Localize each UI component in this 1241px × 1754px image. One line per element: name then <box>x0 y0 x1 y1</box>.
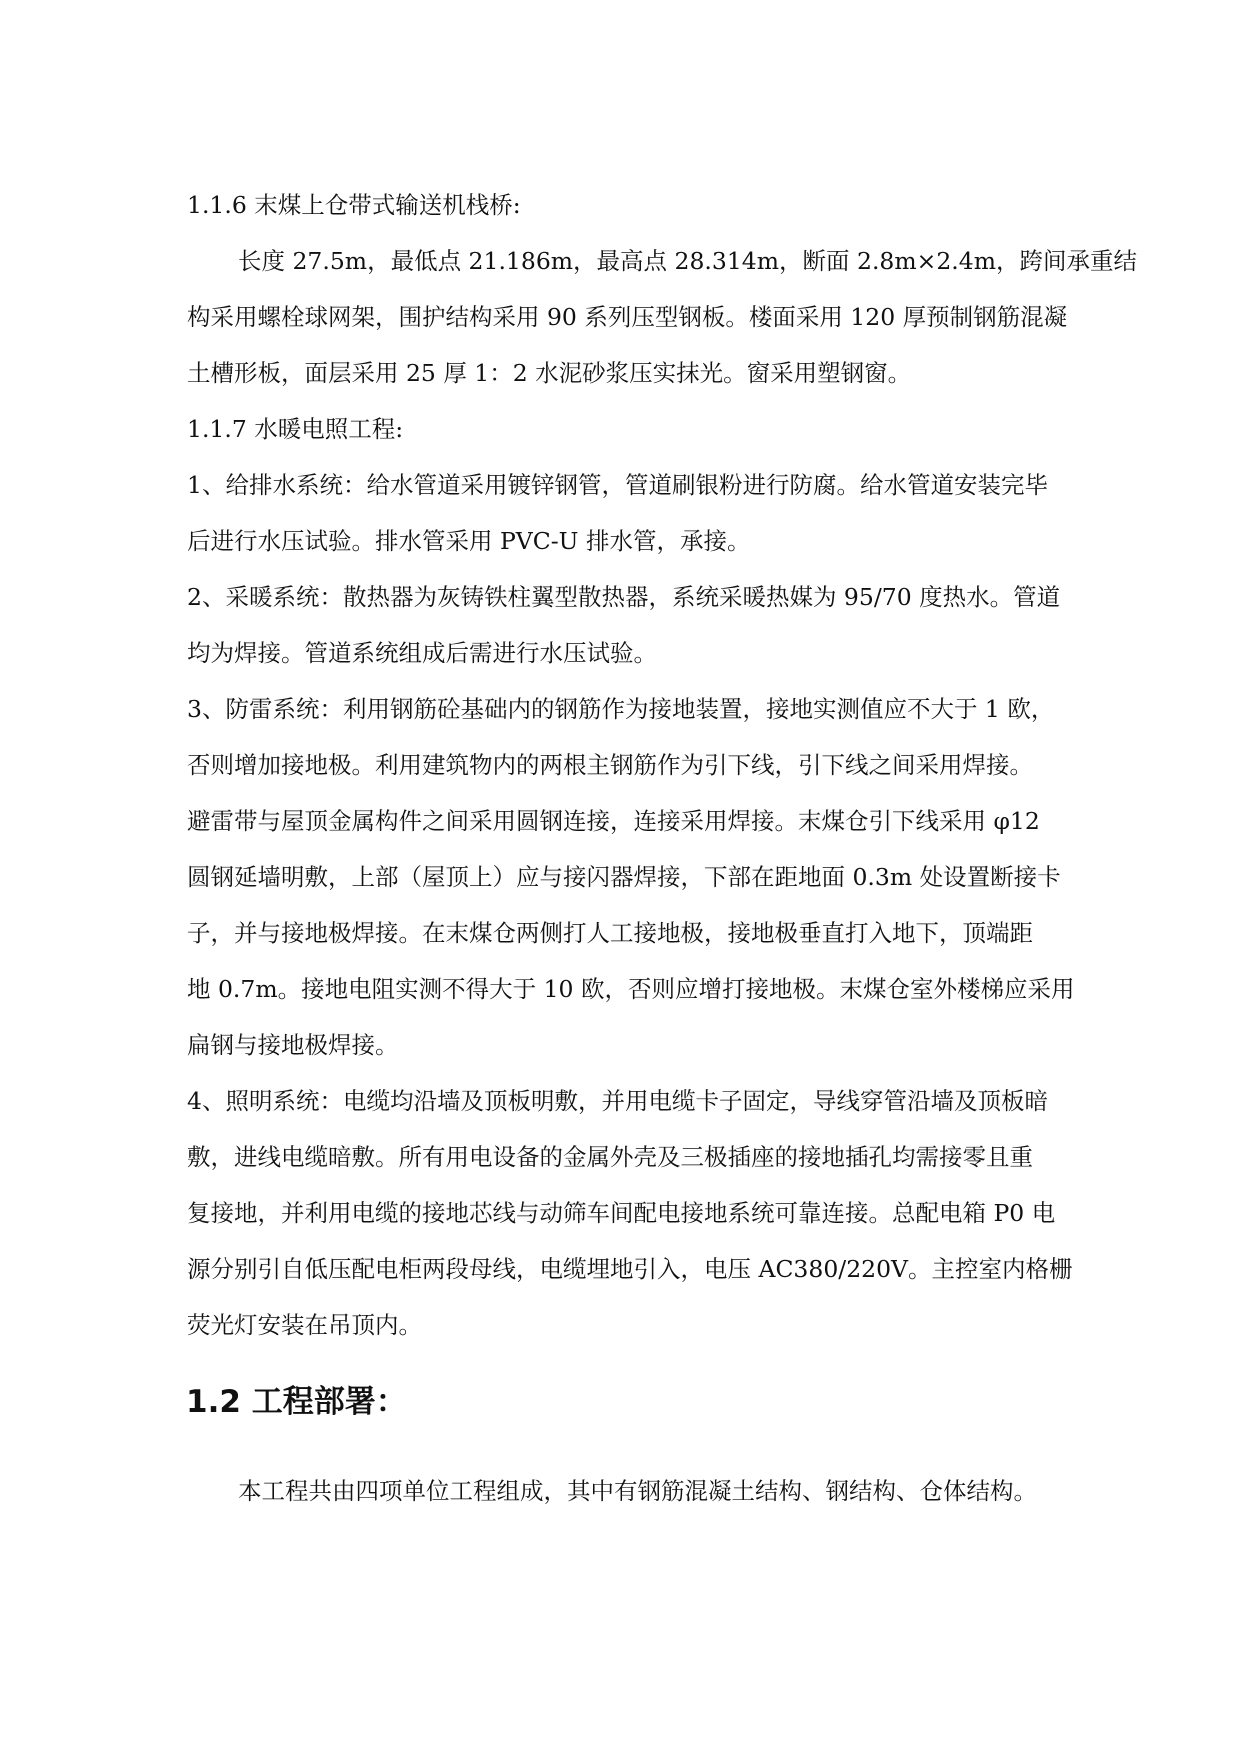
section-1-1-7-heading: 1.1.7 水暖电照工程: <box>187 415 404 443</box>
paragraph-line: 4、照明系统：电缆均沿墙及顶板明敷，并用电缆卡子固定，导线穿管沿墙及顶板暗 <box>187 1087 1048 1115</box>
paragraph-line: 2、采暖系统：散热器为灰铸铁柱翼型散热器，系统采暖热媒为 95/70 度热水。管道 <box>187 583 1061 611</box>
paragraph-line: 扁钢与接地极焊接。 <box>187 1031 399 1059</box>
paragraph-line: 否则增加接地极。利用建筑物内的两根主钢筋作为引下线，引下线之间采用焊接。 <box>187 751 1033 779</box>
paragraph-line: 均为焊接。管道系统组成后需进行水压试验。 <box>187 639 657 667</box>
paragraph-line: 子，并与接地极焊接。在末煤仓两侧打人工接地极，接地极垂直打入地下，顶端距 <box>187 919 1033 947</box>
paragraph-line: 3、防雷系统：利用钢筋砼基础内的钢筋作为接地装置，接地实测值应不大于 1 欧， <box>187 695 1055 723</box>
paragraph-line: 圆钢延墙明敷，上部（屋顶上）应与接闪器焊接，下部在距地面 0.3m 处设置断接卡 <box>187 863 1061 891</box>
paragraph-line: 复接地，并利用电缆的接地芯线与动筛车间配电接地系统可靠连接。总配电箱 P0 电 <box>187 1199 1056 1227</box>
paragraph-line: 长度 27.5m，最低点 21.186m，最高点 28.314m，断面 2.8m×2.4m，跨间承重结 <box>238 247 1138 275</box>
section-1-1-6-heading: 1.1.6 末煤上仓带式输送机栈桥: <box>187 191 521 219</box>
paragraph-line: 构采用螺栓球网架，围护结构采用 90 系列压型钢板。楼面采用 120 厚预制钢筋混凝 <box>187 303 1068 331</box>
paragraph-line: 土槽形板，面层采用 25 厚 1：2 水泥砂浆压实抹光。窗采用塑钢窗。 <box>187 359 912 387</box>
paragraph-line: 1、给排水系统：给水管道采用镀锌钢管，管道刷银粉进行防腐。给水管道安装完毕 <box>187 471 1048 499</box>
paragraph-line: 避雷带与屋顶金属构件之间采用圆钢连接，连接采用焊接。末煤仓引下线采用 φ12 <box>187 807 1040 835</box>
section-1-2-heading: 1.2 工程部署： <box>186 1384 407 1420</box>
paragraph-line: 源分别引自低压配电柜两段母线，电缆埋地引入，电压 AC380/220V。主控室内格栅 <box>187 1255 1073 1283</box>
paragraph-line: 后进行水压试验。排水管采用 PVC-U 排水管，承接。 <box>187 527 751 555</box>
paragraph-line: 地 0.7m。接地电阻实测不得大于 10 欧，否则应增打接地极。末煤仓室外楼梯应采用 <box>187 975 1075 1003</box>
paragraph-line: 本工程共由四项单位工程组成，其中有钢筋混凝土结构、钢结构、仓体结构。 <box>238 1477 1037 1505</box>
paragraph-line: 荧光灯安装在吊顶内。 <box>187 1311 422 1339</box>
paragraph-line: 敷，进线电缆暗敷。所有用电设备的金属外壳及三极插座的接地插孔均需接零且重 <box>187 1143 1033 1171</box>
